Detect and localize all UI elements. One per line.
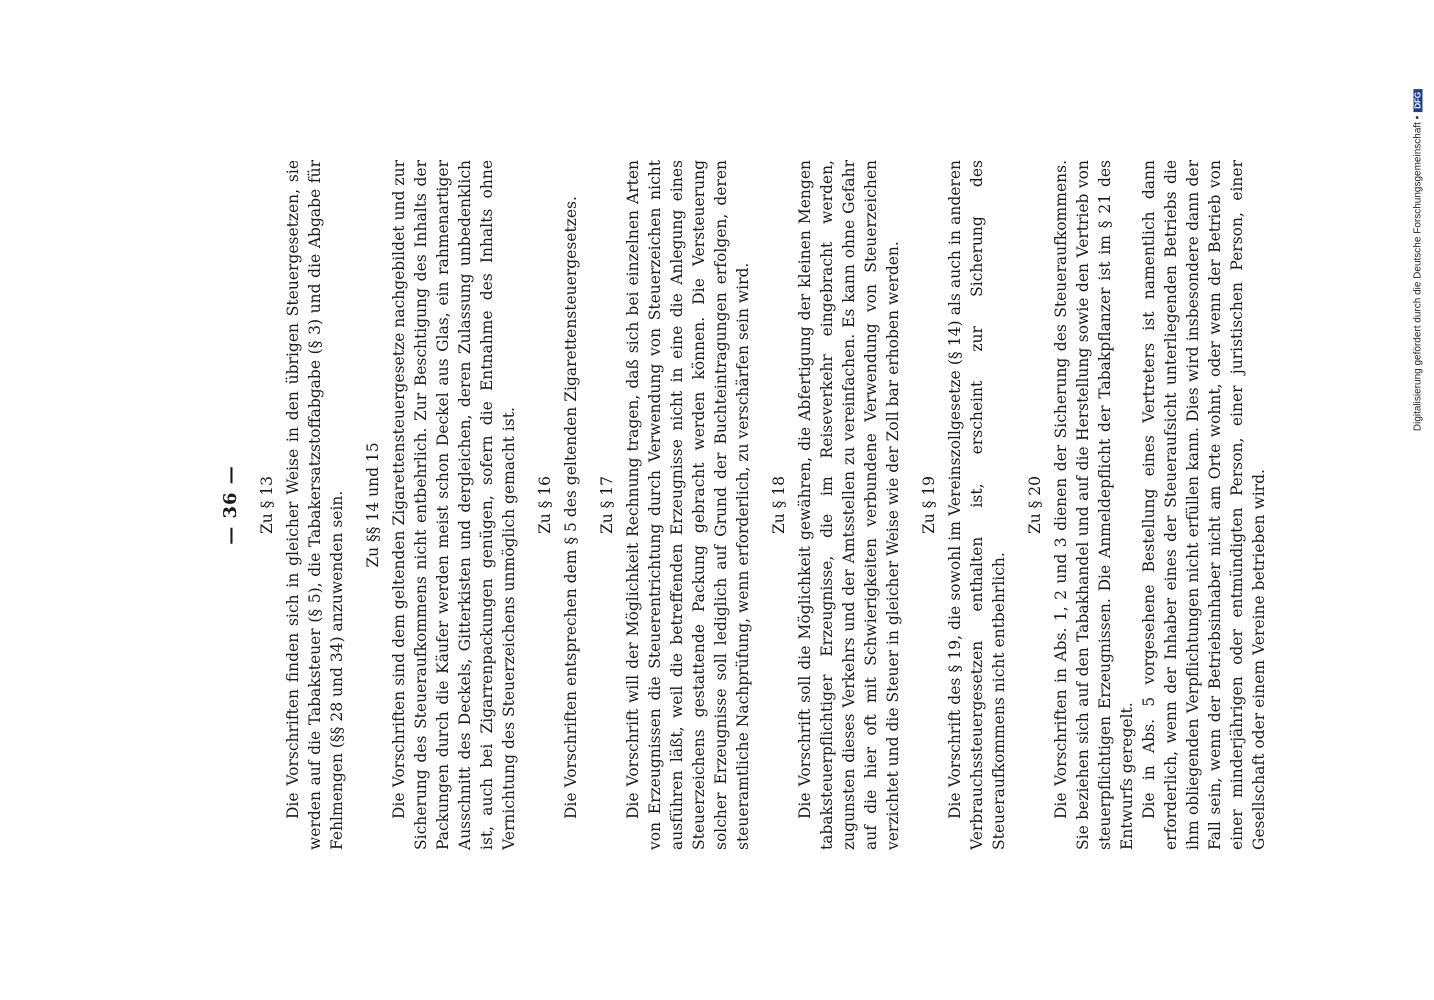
section-17 bbox=[596, 160, 754, 850]
section-paragraph: Die in Abs. 5 vorgesehene Bestellung eines Vertreters ist namentlich dann erforderlich, wenn der Inhaber eines der Steueraufsicht unterliegenden Betriebs die ihm obliegenden Verpflichtungen nicht erfüllen kann. Dies wird insbesondere dann der Fall sein, wenn der Betriebsinhaber nicht am Orte wohnt, oder wenn der Betrieb von einer minderjährigen oder entmündigten Person, einer juristischen Person, einer Gesellschaft oder einem Vereine betrieben wird. bbox=[1140, 160, 1268, 850]
section-16 bbox=[534, 160, 582, 850]
section-heading: Zu § 13 bbox=[258, 475, 276, 535]
section-19 bbox=[918, 160, 1010, 850]
digitization-credit bbox=[1406, 10, 1430, 510]
dfg-logo: DFG bbox=[1414, 89, 1423, 112]
section-paragraph: Die Vorschrift des § 19, die sowohl im Vereinszollgesetze (§ 14) als auch in anderen Verbrauchssteuergesetzen enthalten ist, erscheint zur Sicherung des Steueraufkommens nicht entbehrlich. bbox=[946, 160, 1008, 850]
section-paragraph: Die Vorschrift soll die Möglichkeit gewähren, die Abfertigung der kleinen Mengen tabaksteuerpflichtiger Erzeugnisse, die im Reiseverkehr eingebracht werden, zugunsten dieses Verkehrs und der Amtsstellen zu vereinfachen. Es kann ohne Gefahr auf die hier oft mit Schwierigkeiten verbundene Verwendung von Steuerzeichen verzichtet und die Steuer in gleicher Weise wie der Zoll bar erhoben werden. bbox=[796, 160, 902, 850]
section-14-15 bbox=[362, 160, 520, 850]
section-heading: Zu §§ 14 und 15 bbox=[364, 442, 382, 568]
section-paragraph: Die Vorschrift will der Möglichkeit Rechnung tragen, daß sich bei einzelnen Arten von Erzeugnissen die Steuerentrichtung durch Verwendung von Steuerzeichen nicht ausführen läßt, weil die betreffenden Erzeugnisse nicht in eine die Anlegung eines Steuerzeichens gestattende Packung gebracht werden können. Die Versteuerung solcher Erzeugnisse soll lediglich auf Grund der Buchteintragungen erfolgen, deren steueramtliche Nachprüfung, wenn erforderlich, zu verschärfen sein wird. bbox=[624, 160, 752, 850]
section-heading: Zu § 17 bbox=[598, 475, 616, 535]
section-heading: Zu § 16 bbox=[536, 475, 554, 535]
section-heading: Zu § 20 bbox=[1026, 475, 1044, 535]
page-number: — 36 — bbox=[220, 465, 241, 545]
page-content bbox=[220, 160, 1270, 850]
section-13 bbox=[256, 160, 348, 850]
scanned-page-frame bbox=[100, 0, 1300, 1000]
section-paragraph: Die Vorschriften entsprechen dem § 5 des geltenden Zigarettensteuergesetzes. bbox=[562, 196, 580, 819]
section-paragraph: Die Vorschriften in Abs. 1, 2 und 3 dienen der Sicherung des Steueraufkommens. Sie beziehen sich auf den Tabakhandel und auf die Herstellung sowie den Vertrieb von steuerpflichtigen Erzeugnissen. Die Anmeldepflicht der Tabakpflanzer ist im § 21 des Entwurfs geregelt. bbox=[1052, 160, 1136, 850]
document-page bbox=[100, 110, 1300, 890]
section-18 bbox=[768, 160, 904, 850]
section-heading: Zu § 18 bbox=[770, 475, 788, 535]
section-paragraph: Die Vorschriften finden sich in gleicher Weise in den übrigen Steuergesetzen, sie werden auf die Tabaksteuer (§ 5), die Tabakersatzstoffabgabe (§ 3) und die Abgabe für Fehlmengen (§§ 28 und 34) anzuwenden sein. bbox=[284, 160, 346, 850]
section-20 bbox=[1024, 160, 1270, 850]
section-heading: Zu § 19 bbox=[920, 475, 938, 535]
credit-text: Digitalisierung gefördert durch die Deutsche Forschungsgemeinschaft • bbox=[1412, 115, 1424, 432]
section-paragraph: Die Vorschriften sind dem geltenden Zigarettensteuergesetze nachgebildet und zur Sicherung des Steueraufkommens nicht entbehrlich. Zur Beschtigung des Inhalts der Packungen durch die Käufer werden meist schon Deckel aus Glas, ein rahmenartiger Ausschnitt des Deckels, Gitterkisten und dergleichen, deren Zulassung unbedenklich ist, auch bei Zigarrenpackungen genügen, sofern die Entnahme des Inhalts ohne Vernichtung des Steuerzeichens unmöglich gemacht ist. bbox=[390, 160, 518, 850]
